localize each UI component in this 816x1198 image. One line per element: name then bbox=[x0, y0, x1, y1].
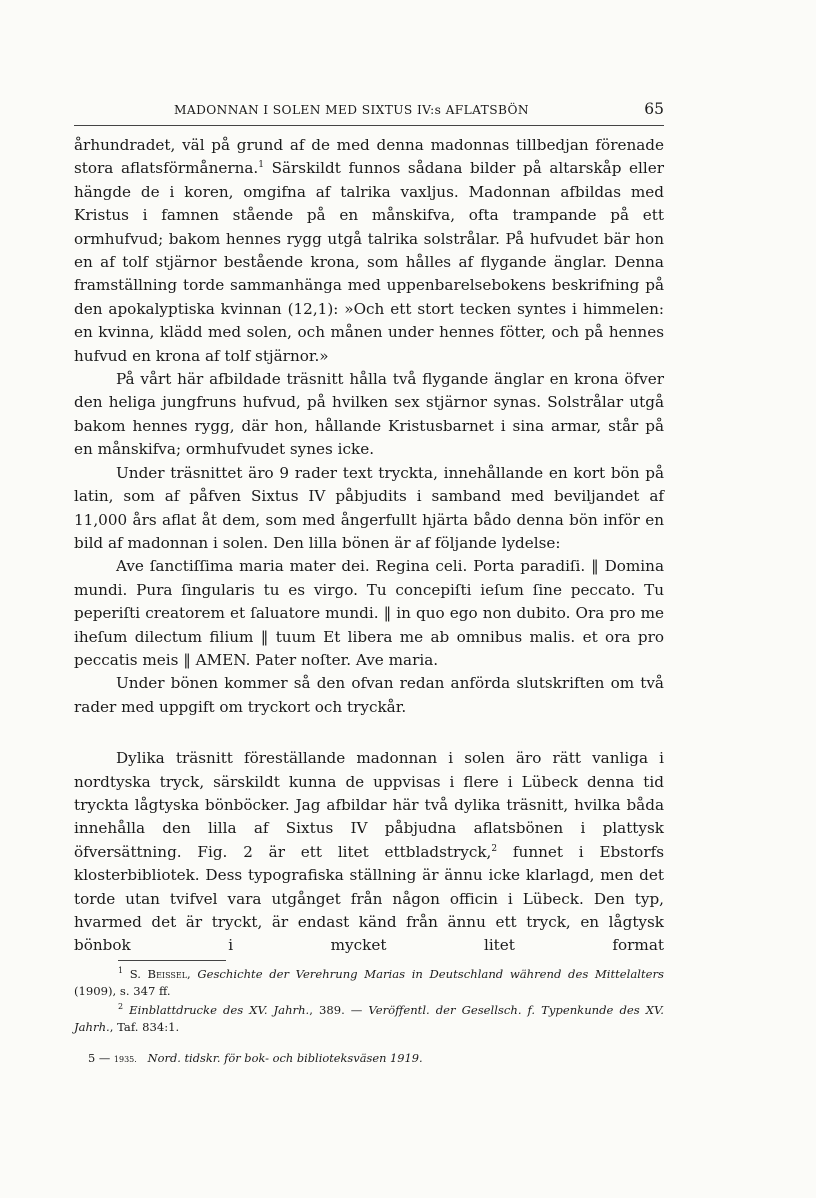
paragraph-6 bbox=[74, 747, 664, 958]
footnote-reference: 1 bbox=[258, 160, 264, 171]
main-text bbox=[74, 134, 664, 958]
footnote-reference: 2 bbox=[491, 843, 498, 854]
running-header bbox=[74, 100, 664, 126]
running-title: MADONNAN I SOLEN MED SIXTUS IV:s AFLATSBÖN bbox=[174, 103, 529, 117]
text-run: Ave ſanctiſſima maria mater dei. Regina celi. Porta paradiſi. ‖ Domina mundi. Pura ſingularis tu es virgo. Tu concepiſti ieſum ſine peccato. Tu peperiſti creatorem et ſaluatore mundi. ‖ in quo ego non dubito. Ora pro me iheſum dilectum filium ‖ tuum Et libera me ab omnibus malis. et ora pro peccatis meis ‖ AMEN. Pater noſter. Ave maria. bbox=[74, 557, 664, 669]
citation-title: Einblattdrucke des XV. Jahrh. bbox=[129, 1003, 310, 1017]
paragraph-4 bbox=[74, 555, 664, 672]
page-number: 65 bbox=[644, 100, 664, 118]
text-run: (1909), s. 347 ff. bbox=[74, 984, 171, 998]
sheet-signature bbox=[88, 1050, 664, 1068]
text-run: , Taf. 834:1. bbox=[109, 1020, 180, 1034]
text-run: Under träsnittet äro 9 rader text tryckta, innehållande en kort bön på latin, som af påfven Sixtus IV påbjudits i samband med beviljandet af 11,000 års aflat åt dem, som med ångerfullt hjärta bådo denna bön inför en bild af madonnan i solen. Den lilla bönen är af följande lydelse: bbox=[74, 463, 664, 552]
footnote-rule bbox=[118, 960, 226, 961]
journal-title: Nord. tidskr. för bok- och biblioteksväsen 1919. bbox=[147, 1051, 423, 1065]
citation-title: Geschichte der Verehrung Marias in Deutschland während des Mittelalters bbox=[197, 967, 664, 981]
footnote-2 bbox=[74, 1002, 664, 1036]
text-run: , 389. — bbox=[309, 1003, 369, 1017]
text-run: Dylika träsnitt föreställande madonnan i solen äro rätt vanliga i nordtyska tryck, särskildt kunna de uppvisas i flere i Lübeck denna tid tryckta lågtyska bönböcker. Jag afbildar här två dylika träsnitt, hvilka båda innehålla den lilla af Sixtus IV påbjudna aflatsbönen i plattysk öfversättning. Fig. 2 är ett litet ettbladstryck, bbox=[74, 749, 664, 861]
text-run: På vårt här afbildade träsnitt hålla två flygande änglar en krona öfver den heliga jungfruns hufvud, på hvilken sex stjärnor synas. Solstrålar utgå bakom hennes rygg, där hon, hållande Kristusbarnet i sina armar, står på en månskifva; ormhufvudet synes icke. bbox=[74, 370, 664, 459]
text-run: Särskildt funnos sådana bilder på altarskåp eller hängde de i koren, omgifna af talrika vaxljus. Madonnan afbildas med Kristus i famnen stående på en månskifva, ofta trampande på ett ormhufvud; bakom hennes rygg utgå talrika solstrålar. På hufvudet bär hon en af tolf stjärnor bestående krona, som hålles af flygande änglar. Denna framställning torde sammanhänga med uppenbarelsebokens beskrifning på den apokalyptiska kvinnan (12,1): »Och ett stort tecken syntes i himmelen: en kvinna, klädd med solen, och månen under hennes fötter, och på hennes hufvud en krona af tolf stjärnor.» bbox=[74, 159, 664, 365]
text-run: S. bbox=[123, 967, 148, 981]
paragraph-5 bbox=[74, 672, 664, 719]
footnote-mark: 1 bbox=[118, 966, 124, 976]
footnote-list bbox=[74, 966, 664, 1036]
sheet-year: 1935. bbox=[113, 1055, 137, 1064]
text-run: funnet i Ebstorfs klosterbibliotek. Dess typografiska ställning är ännu icke klarlagd, men det torde utan tvifvel vara utgånget från någon officin i Lübeck. Den typ, hvarmed det är tryckt, är endast känd från ännu ett tryck, en lågtysk bönbok i mycket litet format bbox=[74, 842, 664, 955]
paragraph-1 bbox=[74, 134, 664, 368]
footnotes bbox=[74, 960, 664, 1068]
text-run: Under bönen kommer så den ofvan redan anförda slutskriften om två rader med uppgift om tryckort och tryckår. bbox=[74, 674, 664, 716]
footnote-mark: 2 bbox=[118, 1002, 124, 1012]
section-gap bbox=[74, 719, 664, 747]
paragraph-3 bbox=[74, 462, 664, 556]
text-run: , bbox=[187, 967, 198, 981]
text-run: århundradet, väl på grund af de med denna madonnas tillbedjan förenade stora aflatsförmånerna. bbox=[74, 136, 664, 178]
citation-title: Veröffentl. der Gesellsch. f. Typenkunde des XV. Jahrh. bbox=[74, 1003, 664, 1034]
author-name: Beissel bbox=[147, 967, 188, 981]
sheet-number: 5 — bbox=[88, 1051, 114, 1065]
paragraph-2 bbox=[74, 368, 664, 462]
footnote-1 bbox=[74, 966, 664, 1000]
